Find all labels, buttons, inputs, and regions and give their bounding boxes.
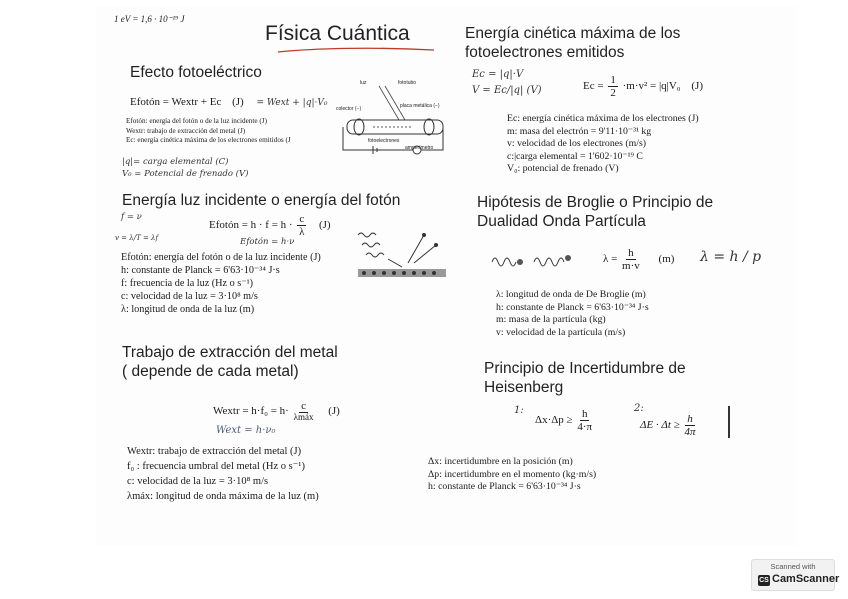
photoelectric-handwritten-notes — [122, 156, 248, 180]
kinetic-formula — [583, 74, 703, 99]
heisenberg-hw-2: 2: — [634, 403, 644, 414]
broglie-definitions — [496, 289, 649, 339]
photoelectric-equation: Efotón = Wextr + Ec — [130, 96, 222, 108]
def-wextr: Wextr: trabajo de extracción del metal (J) — [126, 126, 246, 135]
heisenberg-frac1 — [577, 408, 592, 433]
broglie-formula — [603, 247, 674, 272]
def-wavelength: λ: longitud de onda de la luz (m) — [121, 304, 255, 315]
def-efoton: Efotón: energía del fotón o de la luz incidente (J) — [126, 117, 267, 125]
photon-handwritten-formula: Efotón = h·ν — [240, 237, 295, 247]
hw-note-charge: |q|= carga elemental (C) — [122, 157, 229, 167]
def-electron-mass: m: masa del electrón = 9'11·10⁻³¹ kg — [507, 125, 652, 137]
def-frequency: f: frecuencia de la luz (Hz o s⁻¹) — [121, 278, 254, 289]
kinetic-fraction — [608, 74, 618, 99]
camscanner-badge — [751, 559, 840, 591]
def-planck: h: constante de Planck = 6'63·10⁻³⁴ J·s — [121, 265, 280, 276]
def-particle-velocity: v: velocidad de la partícula (m/s) — [496, 326, 626, 338]
heisenberg-hw-1: 1: — [514, 405, 524, 416]
photoelectric-unit: (J) — [232, 96, 244, 108]
photoelectric-formula — [130, 96, 327, 108]
def-momentum-uncertainty: Δp: incertidumbre en el momento (kg·m/s) — [428, 468, 597, 480]
def-light-speed-2: c: velocidad de la luz = 3·10⁸ m/s — [127, 476, 269, 487]
phototube-diagram — [333, 76, 465, 160]
diagram-label-amperimetro: amperímetro — [405, 145, 434, 151]
kinetic-eq-right: ·m·v² = |q|V₀ — [622, 80, 681, 93]
photoelectric-handwritten-formula: = Wext + |q|·V₀ — [256, 98, 328, 108]
heisenberg-eq1: Δx·Δp ≥ — [535, 414, 573, 427]
def-light-speed: c: velocidad de la luz = 3·10⁸ m/s — [121, 291, 258, 302]
broglie-heading — [477, 193, 713, 231]
ev-conversion-note: 1 eV = 1,6 · 10⁻¹⁹ J — [114, 14, 185, 24]
kinetic-heading-line2: fotoelectrones emitidos — [465, 44, 625, 61]
kinetic-frac-num: 1 — [610, 74, 616, 86]
heisenberg-eq2: ΔE · Δt ≥ — [640, 419, 680, 432]
def-stopping-potential: V₀: potencial de frenado (V) — [507, 163, 619, 174]
scanned-with-label: Scanned with — [770, 562, 816, 571]
broglie-eq-left: λ = — [603, 253, 618, 266]
photon-fraction — [297, 213, 306, 238]
def-debroglie-wavelength: λ: longitud de onda de De Broglie (m) — [496, 289, 646, 300]
broglie-unit: (m) — [658, 253, 675, 266]
photoelectric-definitions — [126, 117, 291, 146]
photon-definitions — [121, 251, 321, 316]
def-planck-3: h: constante de Planck = 6'63·10⁻³⁴ J·s — [428, 481, 581, 492]
kinetic-energy-heading — [465, 24, 680, 62]
work-equation: Wextr = h·f₀ = h· — [213, 405, 289, 418]
work-formula — [213, 400, 340, 423]
heisenberg-frac1-den: 4·π — [577, 421, 593, 434]
heisenberg-heading-line1: Principio de Incertidumbre de — [484, 360, 686, 377]
camscanner-logo-icon: CS — [759, 577, 769, 584]
heisenberg-formula-1 — [535, 408, 594, 433]
diagram-label-colector: colector (−) — [336, 106, 362, 112]
work-function-heading — [122, 343, 338, 381]
work-unit: (J) — [328, 405, 340, 418]
kinetic-hw1: Ec = |q|·V — [472, 69, 524, 80]
def-kinetic-energy: Ec: energía cinética máxima de los electrones (J) — [507, 113, 699, 124]
title-underline — [276, 44, 436, 58]
broglie-fraction — [622, 247, 640, 272]
work-definitions — [127, 444, 319, 504]
work-handwritten-formula: Wext = h·ν₀ — [216, 425, 276, 436]
diagram-label-luz: luz — [360, 80, 367, 86]
photon-energy-heading: Energía luz incidente o energía del fotón — [122, 192, 401, 209]
camscanner-name: CamScanner — [772, 573, 840, 585]
photon-equation: Efotón = h · f = h · — [209, 219, 293, 232]
page-title: Física Cuántica — [265, 22, 410, 45]
kinetic-heading-line1: Energía cinética máxima de los — [465, 25, 681, 42]
diagram-label-fotoelectrones: fotoelectrones — [368, 138, 400, 144]
broglie-frac-num: h — [628, 247, 634, 259]
work-heading-line1: Trabajo de extracción del metal — [122, 344, 338, 361]
diagram-label-placa: placa metálica (−) — [400, 103, 440, 109]
heisenberg-heading-line2: Heisenberg — [484, 379, 564, 396]
def-ec: Ec: energía cinética máxima de los electrones emitidos (J — [126, 136, 291, 144]
photon-frac-den: λ — [299, 226, 305, 239]
heisenberg-frac2-den: 4π — [684, 426, 696, 439]
work-heading-line2: ( depende de cada metal) — [122, 363, 299, 380]
def-photon-energy: Efotón: energía del fotón o de la luz incidente (J) — [121, 252, 321, 263]
heisenberg-definitions — [428, 456, 596, 494]
def-planck-2: h: constante de Planck = 6'63·10⁻³⁴ J·s — [496, 301, 649, 313]
def-threshold-frequency: f₀ : frecuencia umbral del metal (Hz o s⁻¹) — [127, 461, 305, 472]
kinetic-frac-den: 2 — [610, 87, 616, 100]
def-particle-mass: m: masa de la partícula (kg) — [496, 314, 606, 325]
broglie-handwritten-formula: λ = h / p — [700, 249, 762, 265]
kinetic-definitions — [507, 113, 699, 176]
def-max-wavelength: λmáx: longitud de onda máxima de la luz (m) — [127, 491, 319, 502]
heisenberg-frac2 — [684, 413, 695, 438]
heisenberg-frac2-num: h — [687, 413, 693, 425]
work-fraction — [294, 400, 314, 423]
hw-note-potential: V₀ = Potencial de frenado (V) — [122, 169, 249, 179]
hw-velocity-note: v = λ/T = λf — [115, 234, 159, 242]
heisenberg-heading — [484, 359, 686, 397]
def-electron-velocity: v: velocidad de los electrones (m/s) — [507, 138, 647, 149]
photon-formula — [209, 213, 331, 238]
broglie-heading-line2: Dualidad Onda Partícula — [477, 213, 646, 230]
hw-freq-note: f = ν — [121, 212, 142, 222]
broglie-heading-line1: Hipótesis de Broglie o Principio de — [477, 194, 714, 211]
photon-metal-illustration — [354, 221, 450, 287]
broglie-frac-den: m·v — [622, 260, 640, 273]
wave-particle-illustration — [490, 248, 574, 272]
photon-frac-num: c — [299, 213, 305, 225]
kinetic-hw2: V = Ec/|q| (V) — [472, 85, 542, 96]
def-position-uncertainty: Δx: incertidumbre en la posición (m) — [428, 456, 573, 467]
def-elementary-charge: c:|carga elemental = 1'602·10⁻¹⁹ C — [507, 150, 643, 162]
heisenberg-frac1-num: h — [581, 408, 588, 420]
photoelectric-heading: Efecto fotoeléctrico — [130, 64, 262, 81]
work-frac-num: c — [301, 400, 306, 412]
kinetic-handwritten — [472, 67, 542, 99]
diagram-label-fototubo: fototubo — [398, 80, 417, 86]
work-frac-den: λmáx — [293, 412, 314, 423]
def-work: Wextr: trabajo de extracción del metal (J) — [127, 446, 302, 457]
margin-mark — [728, 406, 730, 438]
kinetic-eq-left: Ec = — [583, 80, 604, 93]
photon-unit: (J) — [318, 219, 331, 232]
heisenberg-formula-2 — [640, 413, 698, 438]
kinetic-unit: (J) — [691, 80, 703, 93]
